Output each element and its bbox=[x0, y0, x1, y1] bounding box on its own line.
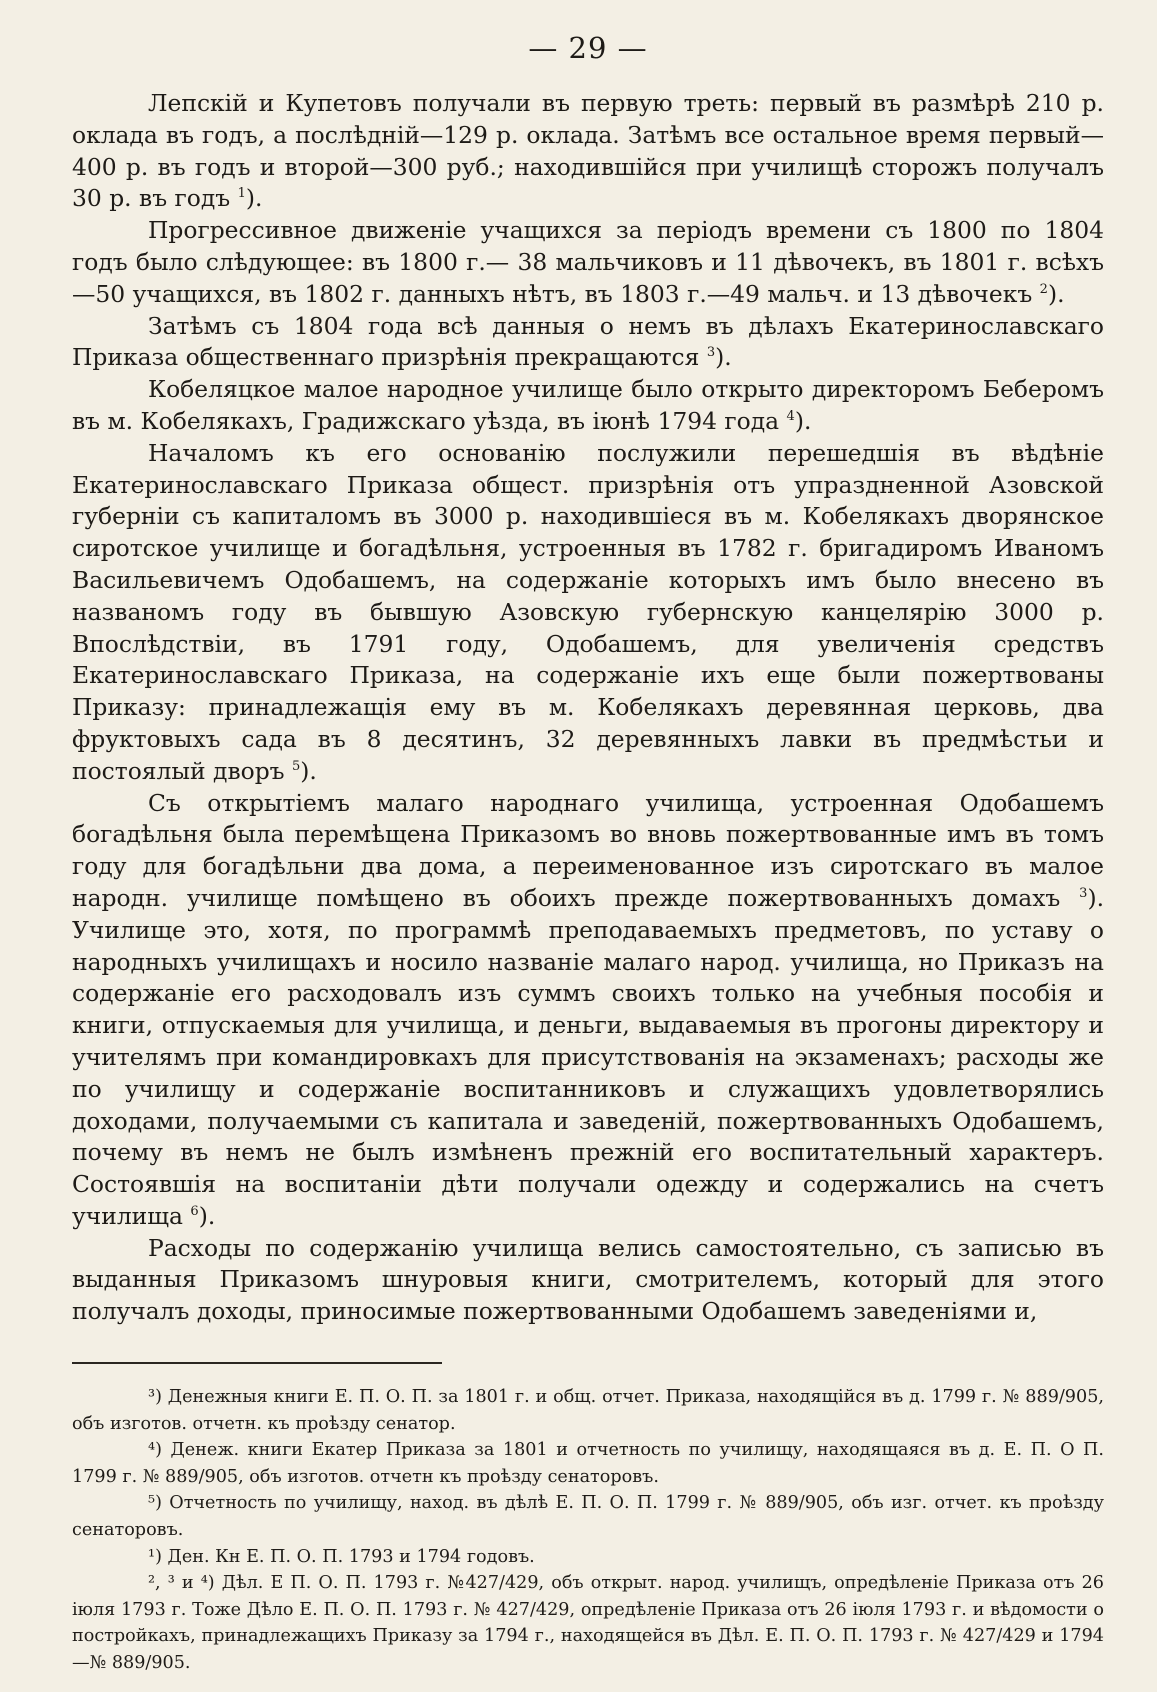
footnote-ref: 5 bbox=[292, 758, 301, 774]
footnote-mark: ¹ bbox=[148, 1546, 156, 1567]
paragraph-tail: ). bbox=[715, 343, 732, 372]
paragraph-tail: ). bbox=[1047, 279, 1065, 308]
footnote-ref: 2 bbox=[1039, 281, 1048, 297]
paragraph-text: Затѣмъ съ 1804 года всѣ данныя о немъ въ дѣлахъ Екатеринославскаго Приказа общественнаго призрѣнія прекращаются bbox=[72, 311, 1104, 372]
paragraph-4 bbox=[72, 374, 1104, 438]
body-text bbox=[72, 88, 1104, 1328]
paragraph-text: Началомъ къ его основанію послужили перешедшія въ вѣдѣніе Екатеринославскаго Приказа общест. призрѣнія отъ упраздненной Азовской губерніи съ капиталомъ въ 3000 р. находившіеся въ м. Кобелякахъ дворянское сиротское училище и богадѣльня, устроенныя въ 1782 г. бригадиромъ Иваномъ Васильевичемъ Одобашемъ, на содержаніе которыхъ имъ было внесено въ названомъ году въ бывшую Азовскую губернскую канцелярію 3000 р. Впослѣдствіи, въ 1791 году, Одобашемъ, для увеличенія средствъ Екатеринославскаго Приказа, на содержаніе ихъ еще были пожертвованы Приказу: принадлежащія ему въ м. Кобелякахъ деревянная церковь, два фруктовыхъ сада въ 8 десятинъ, 32 деревянныхъ лавки въ предмѣстьи и постоялый дворъ bbox=[72, 438, 1104, 785]
paragraph-text: Прогрессивное движеніе учащихся за періодъ времени съ 1800 по 1804 годъ было слѣдующее: въ 1800 г.— 38 мальчиковъ и 11 дѣвочекъ, въ 1801 г. всѣхъ—50 учащихся, въ 1802 г. данныхъ нѣтъ, въ 1803 г.—49 мальч. и 13 дѣвочекъ bbox=[72, 216, 1104, 308]
paragraph-text: Лепскій и Купетовъ получали въ первую треть: первый въ размѣрѣ 210 р. оклада въ годъ, а послѣдній—129 р. оклада. Затѣмъ все остальное время первый—400 р. въ годъ и второй—300 руб.; находившійся при училищѣ сторожъ получалъ 30 р. въ годъ bbox=[72, 89, 1104, 213]
paragraph-text: Кобеляцкое малое народное училище было открыто директоромъ Беберомъ въ м. Кобелякахъ, Градижскаго уѣзда, въ іюнѣ 1794 года bbox=[72, 375, 1104, 435]
footnote bbox=[72, 1544, 1104, 1571]
paragraph-1 bbox=[72, 88, 1104, 215]
footnote bbox=[72, 1490, 1104, 1543]
footnote-ref: 3 bbox=[706, 345, 716, 361]
footnote-ref: 4 bbox=[786, 409, 795, 425]
footnote-mark: ², ³ и ⁴ bbox=[148, 1573, 208, 1594]
footnote bbox=[72, 1384, 1104, 1437]
paragraph-2 bbox=[72, 215, 1104, 310]
footnote-text: ) Ден. Кн Е. П. О. П. 1793 и 1794 годовъ. bbox=[155, 1546, 535, 1567]
paragraph-text: Съ открытіемъ малаго народнаго училища, устроенная Одобашемъ богадѣльня была перемѣщена Приказомъ во вновь пожертвованные имъ въ томъ году для богадѣльни два дома, а переименованное изъ сиротскаго въ малое народн. училище помѣщено въ обоихъ прежде пожертвованныхъ домахъ bbox=[72, 788, 1104, 912]
paragraph-3 bbox=[72, 311, 1104, 375]
footnote-mark: ⁴ bbox=[148, 1440, 156, 1461]
footnote-text: ) Денеж. книги Екатер Приказа за 1801 и отчетность по училищу, находящаяся въ д. Е. П. О П. 1799 г. № 889/905, объ изготов. отчетн къ проѣзду сенаторовъ. bbox=[72, 1440, 1104, 1487]
footnote-text: ) Дѣл. Е П. О. П. 1793 г. №427/429, объ открыт. народ. училищъ, опредѣленіе Приказа отъ 26 іюля 1793 г. Тоже Дѣло Е. П. О. П. 1793 г. № 427/429, опредѣленіе Приказа отъ 26 іюля 1793 г. и вѣдомости о постройкахъ, принадлежащихъ Приказу за 1794 г., находящейся въ Дѣл. Е. П. О. П. 1793 г. № 427/429 и 1794—№ 889/905. bbox=[72, 1573, 1104, 1674]
paragraph-7 bbox=[72, 1233, 1104, 1328]
paragraph-tail: ). bbox=[198, 1201, 216, 1230]
paragraph-6 bbox=[72, 788, 1104, 1233]
paragraph-tail: ). bbox=[300, 756, 317, 785]
page-number: — 29 — bbox=[528, 31, 648, 65]
footnote-text: ) Отчетность по училищу, наход. въ дѣлѣ Е. П. О. П. 1799 г. № 889/905, объ изг. отчет. къ проѣзду сенаторовъ. bbox=[72, 1493, 1104, 1541]
footnote bbox=[72, 1570, 1104, 1676]
paragraph-text: Расходы по содержанію училища велись самостоятельно, съ записью въ выданныя Приказомъ шнуровыя книги, смотрителемъ, который для этого получалъ доходы, приносимые пожертвованными Одобашемъ заведеніями и, bbox=[72, 1233, 1104, 1326]
footnote bbox=[72, 1437, 1104, 1490]
footnote-divider bbox=[72, 1362, 442, 1364]
paragraph-tail: ). bbox=[245, 184, 263, 213]
footnote-text: ) Денежныя книги Е. П. О. П. за 1801 г. и общ. отчет. Приказа, находящійся въ д. 1799 г. № 889/905, объ изготов. отчетн. къ проѣзду сенатор. bbox=[72, 1387, 1104, 1434]
footnote-ref: 1 bbox=[237, 186, 246, 202]
paragraph-tail: ). bbox=[794, 406, 812, 435]
document-page bbox=[72, 28, 1104, 1674]
paragraph-tail: ). Училище это, хотя, по программѣ преподаваемыхъ предметовъ, по уставу о народныхъ училищахъ и носило названіе малаго народ. училища, но Приказъ на содержаніе его расходовалъ изъ суммъ своихъ только на учебныя пособія и книги, отпускаемыя для училища, и деньги, выдаваемыя въ прогоны директору и учителямъ при командировкахъ для присутствованія на экзаменахъ; расходы же по училищу и содержаніе воспитанниковъ и служащихъ удовлетворялись доходами, получаемыми съ капитала и заведеній, пожертвованныхъ Одобашемъ, почему въ немъ не былъ измѣненъ прежній его воспитательный характеръ. Состоявшія на воспитаніи дѣти получали одежду и содержались на счетъ училища bbox=[72, 883, 1104, 1230]
paragraph-5 bbox=[72, 438, 1104, 788]
footnote-mark: ⁵ bbox=[148, 1493, 156, 1514]
footnotes bbox=[72, 1384, 1104, 1677]
footnote-mark: ³ bbox=[148, 1387, 156, 1408]
footnote-ref: 6 bbox=[190, 1204, 199, 1220]
footnote-ref: 3 bbox=[1079, 886, 1088, 902]
